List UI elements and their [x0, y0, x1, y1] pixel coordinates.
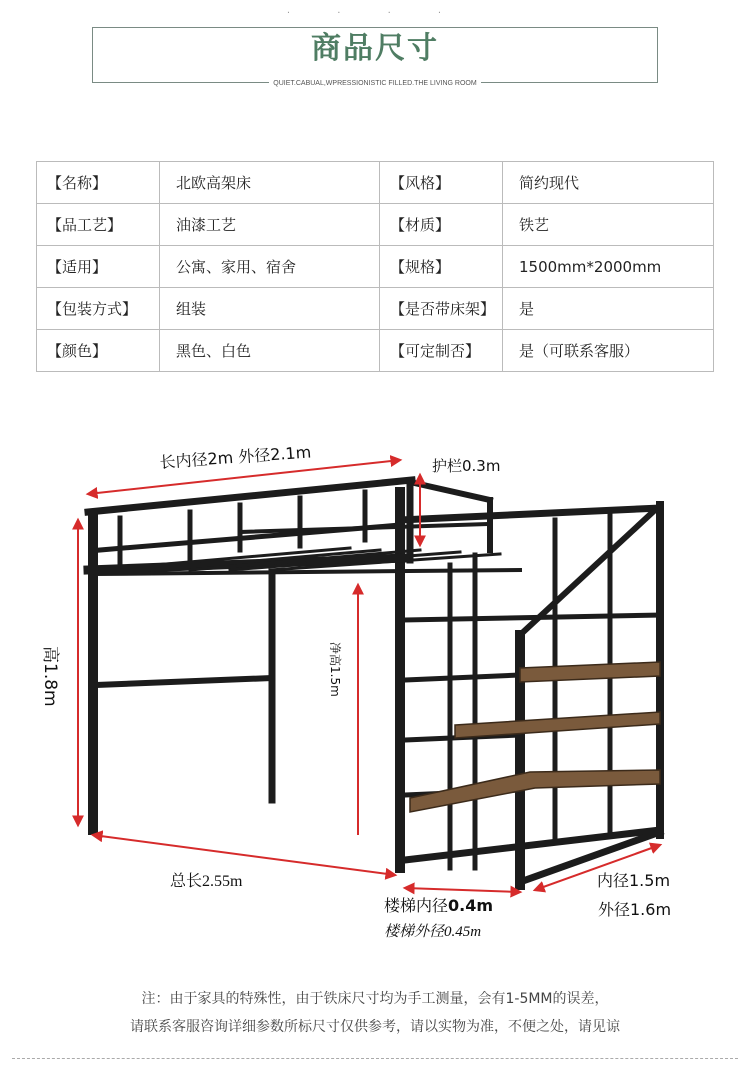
spec-key: 【可定制否】 [380, 330, 503, 372]
guardrail-label: 护栏0.3m [432, 457, 501, 475]
spec-value: 油漆工艺 [160, 204, 380, 246]
width-outer-label: 外径1.6m [598, 900, 672, 919]
bottom-divider [12, 1058, 738, 1059]
spec-key: 【材质】 [380, 204, 503, 246]
page-title: 商品尺寸 [311, 31, 439, 66]
spec-key: 【风格】 [380, 162, 503, 204]
table-row [37, 162, 714, 204]
stair-inner-text: 楼梯内径 [384, 896, 449, 915]
stair-outer-label: 楼梯外径0.45m [384, 924, 482, 940]
spec-key: 【是否带床架】 [380, 288, 503, 330]
page-subtitle [0, 79, 750, 89]
spec-value: 公寓、家用、宿舍 [160, 246, 380, 288]
spec-value: 铁艺 [503, 204, 714, 246]
table-row [37, 204, 714, 246]
spec-value: 黑色、白色 [160, 330, 380, 372]
length-label: 长内径2m 外径2.1m [158, 442, 312, 472]
stair-inner-value: 0.4m [448, 896, 494, 915]
table-row [37, 288, 714, 330]
table-row [37, 246, 714, 288]
spec-key: 【适用】 [37, 246, 160, 288]
note-line-2: 请联系客服咨询详细参数所标尺寸仅供参考，请以实物为准，不便之处，请见谅 [130, 1019, 620, 1035]
spec-key: 【名称】 [37, 162, 160, 204]
spec-value: 1500mm*2000mm [503, 246, 714, 288]
clearance-label: 净高1.5m [328, 642, 342, 697]
total-length-label: 总长2.55m [170, 873, 243, 890]
spec-value: 简约现代 [503, 162, 714, 204]
width-inner-label: 内径1.5m [597, 871, 671, 890]
header-decoration-dots: · · · · [286, 8, 464, 19]
spec-value: 是 [503, 288, 714, 330]
spec-value: 是（可联系客服） [503, 330, 714, 372]
subtitle-text: QUIET.CABUAL,WPRESSIONISTIC FILLED.THE LIVING ROOM [269, 80, 480, 87]
spec-value: 北欧高架床 [160, 162, 380, 204]
spec-key: 【规格】 [380, 246, 503, 288]
table-row [37, 330, 714, 372]
disclaimer-note [0, 985, 750, 1041]
spec-key: 【品工艺】 [37, 204, 160, 246]
spec-table [36, 161, 714, 372]
spec-key: 【颜色】 [37, 330, 160, 372]
height-label: 高1.8m [40, 646, 60, 707]
spec-value: 组装 [160, 288, 380, 330]
note-line-1: 注：由于家具的特殊性，由于铁床尺寸均为手工测量，会有1-5MM的误差， [141, 991, 609, 1007]
spec-key: 【包装方式】 [37, 288, 160, 330]
bed-frame [88, 480, 520, 868]
loft-bed-diagram [0, 420, 750, 960]
staircase [400, 505, 660, 885]
stair-inner-label [384, 896, 493, 915]
